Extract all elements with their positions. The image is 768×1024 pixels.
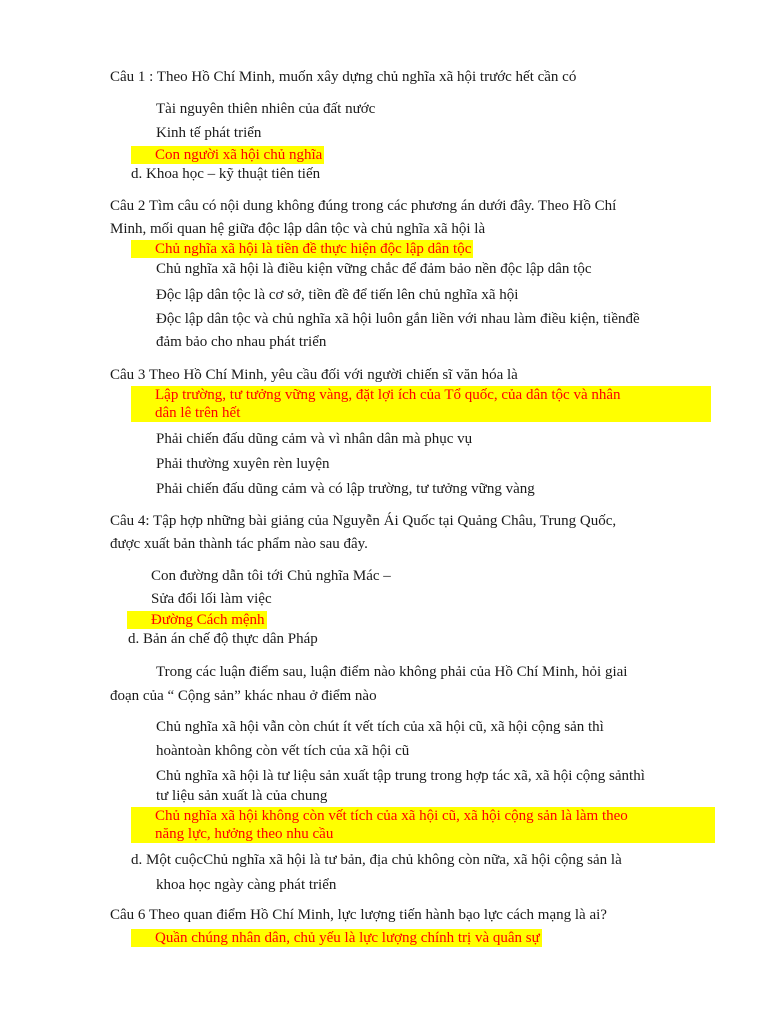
q3-question: Câu 3 Theo Hồ Chí Minh, yêu cầu đối với người chiến sĩ văn hóa là — [110, 367, 518, 383]
q1-option-a: Tài nguyên thiên nhiên của đất nước — [156, 101, 376, 117]
q5-option-d-line2: khoa học ngày càng phát triển — [156, 877, 337, 893]
q5-option-c-line2: năng lực, hưởng theo nhu cầu — [155, 826, 334, 842]
q4-option-a: Con đường dẫn tôi tới Chủ nghĩa Mác – — [151, 568, 391, 584]
q1-option-c-correct: Con người xã hội chủ nghĩa — [131, 146, 324, 164]
q5-option-a-line2: hoàntoàn không còn vết tích của xã hội cũ — [156, 743, 410, 759]
q3-option-d: Phải chiến đấu dũng cảm và có lập trường, tư tưởng vững vàng — [156, 481, 535, 497]
q5-option-c-correct — [131, 807, 715, 843]
q2-option-c: Độc lập dân tộc là cơ sở, tiền đề để tiến lên chủ nghĩa xã hội — [156, 287, 519, 303]
q2-question-line1: Câu 2 Tìm câu có nội dung không đúng trong các phương án dưới đây. Theo Hồ Chí — [110, 198, 617, 214]
q3-option-a-correct — [131, 386, 711, 422]
q4-question-line2: được xuất bản thành tác phẩm nào sau đây. — [110, 536, 368, 552]
q5-option-b-line1: Chủ nghĩa xã hội là tư liệu sản xuất tập trung trong hợp tác xã, xã hội cộng sảnthì — [156, 768, 645, 784]
q1-option-b: Kinh tế phát triển — [156, 125, 262, 141]
q4-option-d: d. Bản án chế độ thực dân Pháp — [128, 631, 318, 647]
q1-question: Câu 1 : Theo Hồ Chí Minh, muốn xây dựng chủ nghĩa xã hội trước hết cần có — [110, 69, 577, 85]
q5-question-line2: đoạn của “ Cộng sản” khác nhau ở điểm nào — [110, 688, 377, 704]
q3-option-c: Phải thường xuyên rèn luyện — [156, 456, 330, 472]
q6-question: Câu 6 Theo quan điểm Hồ Chí Minh, lực lượng tiến hành bạo lực cách mạng là ai? — [110, 907, 607, 923]
q5-option-b-line2: tư liệu sản xuất là của chung — [156, 788, 328, 804]
q2-option-a-correct: Chủ nghĩa xã hội là tiền đề thực hiện độc lập dân tộc — [131, 240, 473, 258]
q4-question-line1: Câu 4: Tập hợp những bài giảng của Nguyễn Ái Quốc tại Quảng Châu, Trung Quốc, — [110, 513, 617, 529]
q1-option-d: d. Khoa học – kỹ thuật tiên tiến — [131, 166, 321, 182]
q5-question-line1: Trong các luận điểm sau, luận điểm nào không phải của Hồ Chí Minh, hỏi giai — [156, 664, 628, 680]
q4-option-b: Sửa đổi lối làm việc — [151, 591, 272, 607]
q2-question-line2: Minh, mối quan hệ giữa độc lập dân tộc và chủ nghĩa xã hội là — [110, 221, 486, 237]
q3-option-b: Phải chiến đấu dũng cảm và vì nhân dân mà phục vụ — [156, 431, 473, 447]
q3-option-a-line1: Lập trường, tư tưởng vững vàng, đặt lợi ích của Tổ quốc, của dân tộc và nhân — [155, 387, 621, 403]
q2-option-d-line1: Độc lập dân tộc và chủ nghĩa xã hội luôn gắn liền với nhau làm điều kiện, tiềnđề — [156, 311, 640, 327]
q4-option-c-correct: Đường Cách mệnh — [127, 611, 267, 629]
q5-option-d-line1: d. Một cuộcChủ nghĩa xã hội là tư bản, địa chủ không còn nữa, xã hội cộng sản là — [131, 852, 622, 868]
q5-option-a-line1: Chủ nghĩa xã hội vẫn còn chút ít vết tích của xã hội cũ, xã hội cộng sản thì — [156, 719, 604, 735]
q5-option-c-line1: Chủ nghĩa xã hội không còn vết tích của xã hội cũ, xã hội cộng sản là làm theo — [155, 808, 628, 824]
q2-option-b: Chủ nghĩa xã hội là điều kiện vững chắc để đảm bảo nền độc lập dân tộc — [156, 261, 592, 277]
q2-option-d-line2: đảm bảo cho nhau phát triển — [156, 334, 327, 350]
q6-option-a-correct: Quần chúng nhân dân, chủ yếu là lực lượng chính trị và quân sự — [131, 929, 542, 947]
q3-option-a-line2: dân lê trên hết — [155, 405, 241, 421]
